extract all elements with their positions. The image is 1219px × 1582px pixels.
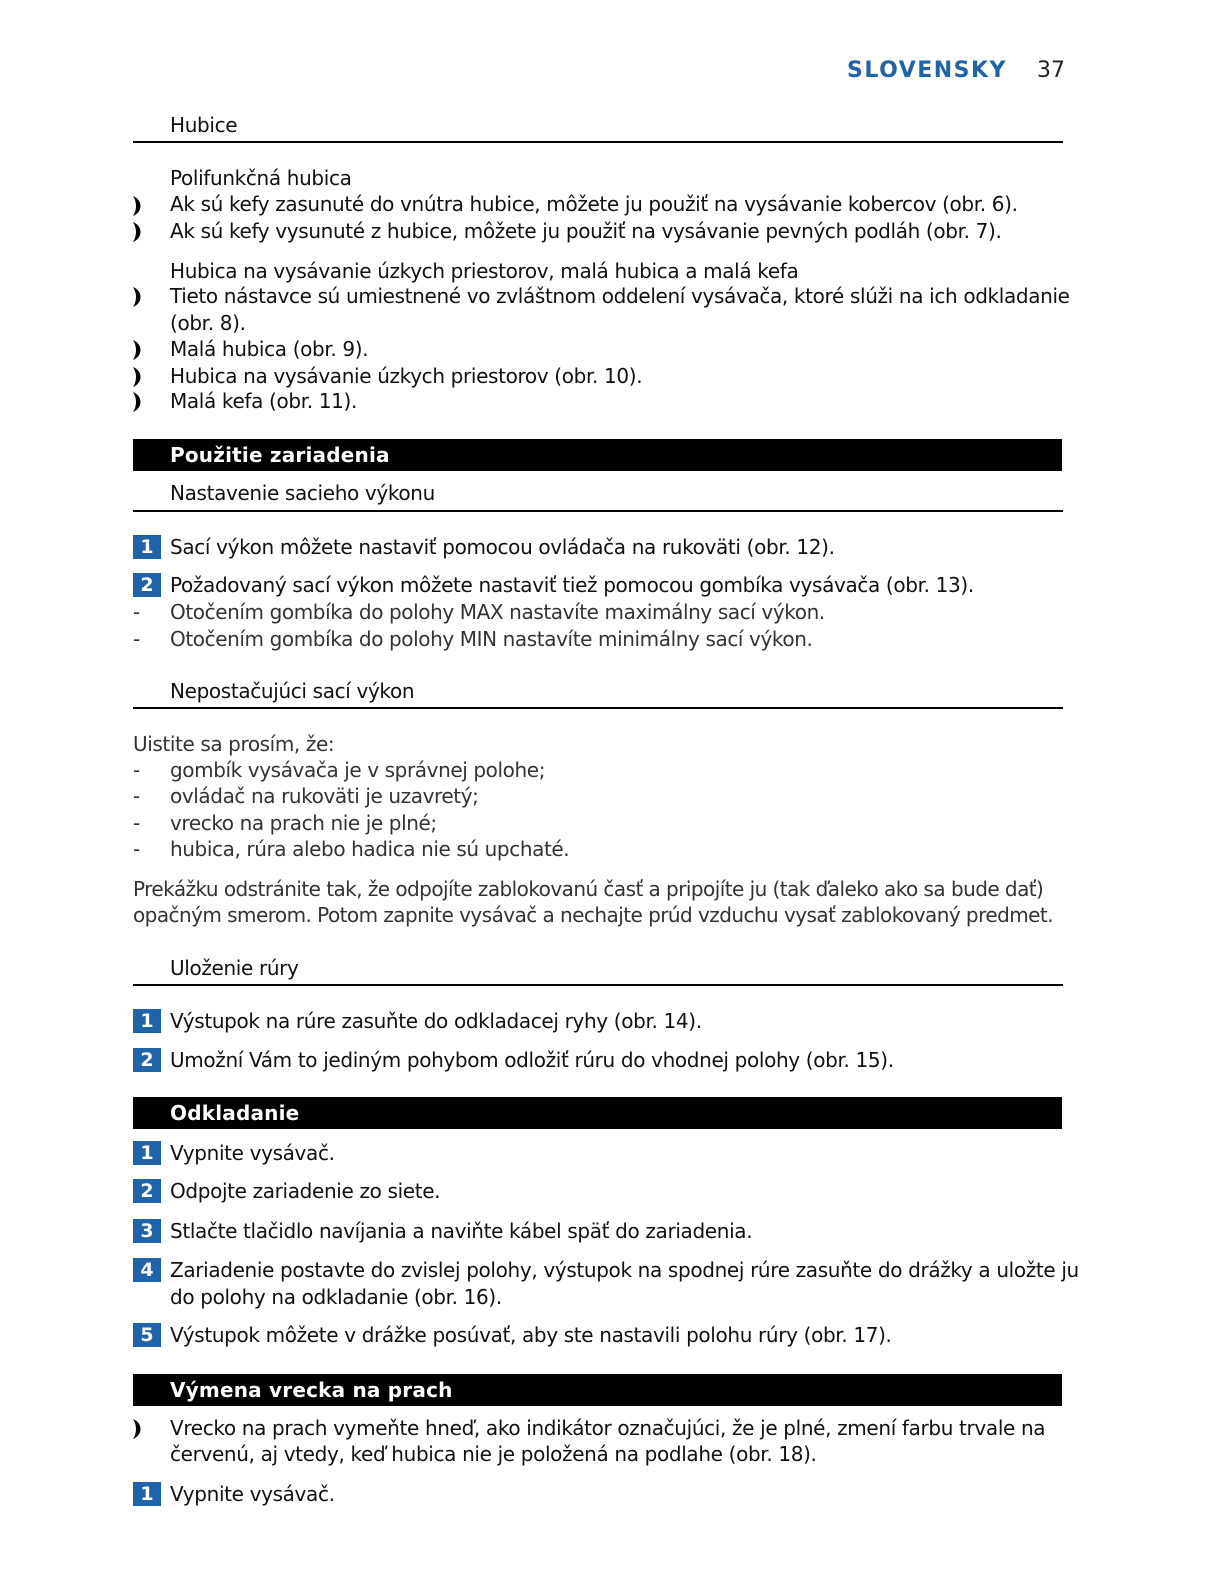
section-heading-nepostacujuci: Nepostačujúci sací výkon <box>170 679 415 703</box>
step-number: 5 <box>133 1323 161 1347</box>
step-text: Výstupok na rúre zasuňte do odkladacej ryhy (obr. 14). <box>170 1009 702 1033</box>
section-bar-pouzitie <box>133 439 1062 471</box>
dash-item: ovládač na rukoväti je uzavretý; <box>170 784 479 808</box>
step-text: Zariadenie postavte do zvislej polohy, výstupok na spodnej rúre zasuňte do drážky a uložte ju <box>170 1258 1079 1282</box>
subheading-uzke: Hubica na vysávanie úzkych priestorov, malá hubica a malá kefa <box>170 259 799 283</box>
bullet-icon <box>133 196 143 216</box>
step-number: 1 <box>133 1141 161 1165</box>
step-text: Vypnite vysávač. <box>170 1482 335 1506</box>
paragraph-line: opačným smerom. Potom zapnite vysávač a nechajte prúd vzduchu vysať zablokovaný predmet. <box>133 903 1053 927</box>
list-item: Ak sú kefy zasunuté do vnútra hubice, môžete ju použiť na vysávanie kobercov (obr. 6). <box>170 192 1018 216</box>
section-title: Odkladanie <box>170 1101 300 1125</box>
dash-marker: - <box>133 837 141 861</box>
dash-marker: - <box>133 627 141 651</box>
dash-marker: - <box>133 758 141 782</box>
step-number: 3 <box>133 1219 161 1243</box>
step-number: 1 <box>133 1009 161 1033</box>
list-item: Hubica na vysávanie úzkych priestorov (obr. 10). <box>170 364 643 388</box>
page-number: 37 <box>1037 58 1065 83</box>
dash-marker: - <box>133 811 141 835</box>
subheading-polifunkcna: Polifunkčná hubica <box>170 166 352 190</box>
step-number: 2 <box>133 1179 161 1203</box>
dash-item: vrecko na prach nie je plné; <box>170 811 437 835</box>
list-item: Tieto nástavce sú umiestnené vo zvláštnom oddelení vysávača, ktoré slúži na ich odkladanie <box>170 284 1070 308</box>
list-item: Malá kefa (obr. 11). <box>170 389 357 413</box>
bullet-icon <box>133 222 143 242</box>
step-text: Požadovaný sací výkon môžete nastaviť tiež pomocou gombíka vysávača (obr. 13). <box>170 573 974 597</box>
heading-rule <box>133 510 1063 512</box>
bullet-icon <box>133 1419 143 1439</box>
list-item: Vrecko na prach vymeňte hneď, ako indikátor označujúci, že je plné, zmení farbu trvale na <box>170 1416 1046 1440</box>
step-text-continuation: do polohy na odkladanie (obr. 16). <box>170 1285 502 1309</box>
section-bar-vymena <box>133 1374 1062 1406</box>
bullet-icon <box>133 287 143 307</box>
dash-item: Otočením gombíka do polohy MIN nastavíte minimálny sací výkon. <box>170 627 813 651</box>
step-number: 2 <box>133 1048 161 1072</box>
step-number: 4 <box>133 1258 161 1282</box>
heading-rule <box>133 984 1063 986</box>
step-text: Sací výkon môžete nastaviť pomocou ovládača na rukoväti (obr. 12). <box>170 535 835 559</box>
intro-text: Uistite sa prosím, že: <box>133 732 335 756</box>
step-text: Umožní Vám to jediným pohybom odložiť rúru do vhodnej polohy (obr. 15). <box>170 1048 894 1072</box>
heading-rule <box>133 707 1063 709</box>
section-heading-ulozenie: Uloženie rúry <box>170 956 299 980</box>
dash-marker: - <box>133 784 141 808</box>
dash-item: hubica, rúra alebo hadica nie sú upchaté. <box>170 837 570 861</box>
list-item-continuation: červenú, aj vtedy, keď hubica nie je položená na podlahe (obr. 18). <box>170 1442 817 1466</box>
section-title: Výmena vrecka na prach <box>170 1378 453 1402</box>
section-title: Použitie zariadenia <box>170 443 390 467</box>
heading-rule <box>133 141 1063 143</box>
step-text: Odpojte zariadenie zo siete. <box>170 1179 441 1203</box>
step-text: Stlačte tlačidlo navíjania a naviňte kábel späť do zariadenia. <box>170 1219 753 1243</box>
dash-item: gombík vysávača je v správnej polohe; <box>170 758 546 782</box>
list-item: Malá hubica (obr. 9). <box>170 337 369 361</box>
section-bar-odkladanie <box>133 1097 1062 1129</box>
step-number: 1 <box>133 1482 161 1506</box>
step-text: Vypnite vysávač. <box>170 1141 335 1165</box>
step-number: 2 <box>133 573 161 597</box>
bullet-icon <box>133 367 143 387</box>
language-label: SLOVENSKY <box>847 58 1007 83</box>
bullet-icon <box>133 392 143 412</box>
list-item: Ak sú kefy vysunuté z hubice, môžete ju použiť na vysávanie pevných podláh (obr. 7). <box>170 219 1002 243</box>
dash-item: Otočením gombíka do polohy MAX nastavíte maximálny sací výkon. <box>170 600 825 624</box>
step-text: Výstupok môžete v drážke posúvať, aby ste nastavili polohu rúry (obr. 17). <box>170 1323 892 1347</box>
bullet-icon <box>133 340 143 360</box>
dash-marker: - <box>133 600 141 624</box>
paragraph-line: Prekážku odstránite tak, že odpojíte zablokovanú časť a pripojíte ju (tak ďaleko ako sa bude dať) <box>133 877 1044 901</box>
section-heading-nastavenie: Nastavenie sacieho výkonu <box>170 481 435 505</box>
list-item-continuation: (obr. 8). <box>170 311 246 335</box>
section-heading-hubice: Hubice <box>170 113 238 137</box>
step-number: 1 <box>133 535 161 559</box>
